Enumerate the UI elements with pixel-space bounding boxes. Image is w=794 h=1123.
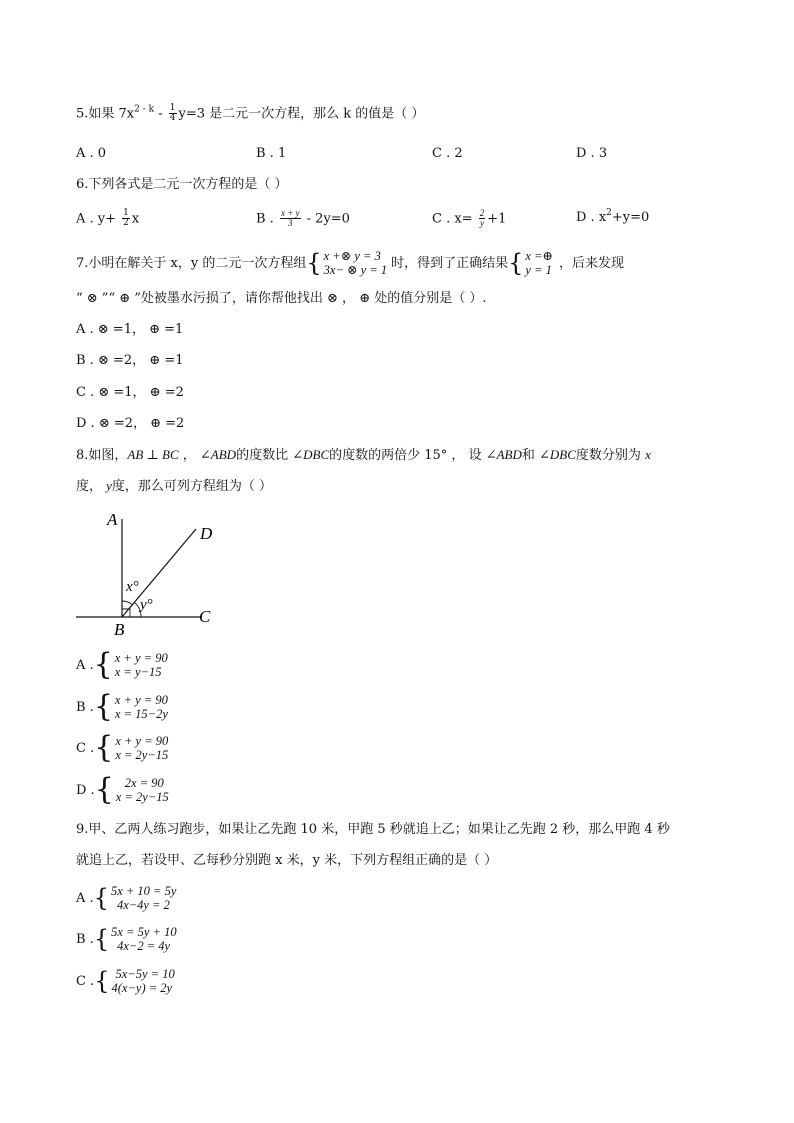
q6-option-d[interactable]: D . $x^2+y=0$	[576, 208, 650, 225]
q8-option-b[interactable]: B . { x + y = 90 x = 15−2y	[76, 689, 168, 724]
q7-option-d[interactable]: D . ⊗ =2， ⊕ =2	[76, 416, 185, 431]
q9-stem-line2: 就追上乙，若设甲、乙每秒分别跑 x 米，y 米，下列方程组正确的是（ ）	[76, 853, 498, 868]
q5-option-c[interactable]: C . 2	[432, 146, 463, 161]
label-a: A	[107, 510, 118, 529]
label-c: C	[199, 607, 211, 626]
q7-option-b[interactable]: B . ⊗ =2， ⊕ =1	[76, 353, 184, 368]
angle-figure	[70, 505, 230, 645]
label-y: y°	[140, 597, 153, 613]
q5-option-b[interactable]: B . 1	[256, 146, 287, 161]
q7-option-c[interactable]: C . ⊗ =1， ⊕ =2	[76, 385, 184, 400]
line-bd	[122, 529, 196, 617]
label-d: D	[200, 524, 213, 543]
q8-option-a[interactable]: A . { x + y = 90 x = y−15	[76, 647, 168, 682]
q8-stem-line2: 度， y度，那么可列方程组为（ ）	[76, 478, 273, 494]
label-b: B	[114, 620, 125, 639]
q8-option-d[interactable]: D . { 2x = 90 x = 2y−15	[76, 772, 169, 807]
angle-x-arc	[122, 601, 132, 605]
q9-option-c[interactable]: C . { 5x−5y = 10 4(x−y) = 2y	[76, 967, 175, 995]
q7-system-2: { x =⊕ y = 1	[508, 249, 553, 277]
q9-stem-line1: 9.甲、乙两人练习跑步，如果让乙先跑 10 米，甲跑 5 秒就追上乙；如果让乙先跑 2 秒，那么甲跑 4 秒	[76, 822, 670, 837]
q8-option-c[interactable]: C . { x + y = 90 x = 2y−15	[76, 730, 169, 765]
q5-option-a[interactable]: A . 0	[76, 146, 107, 161]
q7-stem-line1: 7.小明在解关于 x，y 的二元一次方程组 { x +⊗ y = 3 3x− ⊗ y = 1 时，得到了正确结果 { x =⊕ y = 1 ，后来发现	[76, 249, 624, 277]
q7-option-a[interactable]: A . ⊗ =1， ⊕ =1	[76, 322, 184, 337]
q5-fraction: $\frac{1}{4}$	[169, 103, 176, 124]
q5-stem: 5.如果 $7x^{2 - k}$ - $\frac{1}{4}$ y=3 是二元一次方程，那么 k 的值是（ ）	[76, 103, 425, 124]
q9-option-a[interactable]: A . { 5x + 10 = 5y 4x−4y = 2	[76, 884, 177, 912]
q8-stem-line1: 8.如图，AB ⊥ BC ， ∠ABD的度数比 ∠DBC的度数的两倍少 15° ， 设 ∠ABD和 ∠DBC度数分别为 x	[76, 447, 651, 463]
q6-option-c[interactable]: C . x= $\frac{2}{y}$ +1	[432, 208, 507, 229]
q6-stem: 6.下列各式是二元一次方程的是（ ）	[76, 177, 288, 192]
label-x: x°	[126, 579, 139, 595]
q9-option-b[interactable]: B . { 5x = 5y + 10 4x−2 = 4y	[76, 925, 177, 953]
q5-option-d[interactable]: D . 3	[576, 146, 608, 161]
q6-option-b[interactable]: B . $\frac{x + y}{3}$ - 2y=0	[256, 208, 350, 229]
q6-option-a[interactable]: A . y+ $\frac{1}{2}$ x	[76, 208, 140, 229]
q7-stem-line2: “ ⊗ ”“ ⊕ ”处被墨水污损了，请你帮他找出 ⊗ ， ⊕ 处的值分别是（ ）.	[76, 291, 487, 306]
q7-system-1: { x +⊗ y = 3 3x− ⊗ y = 1	[306, 249, 388, 277]
